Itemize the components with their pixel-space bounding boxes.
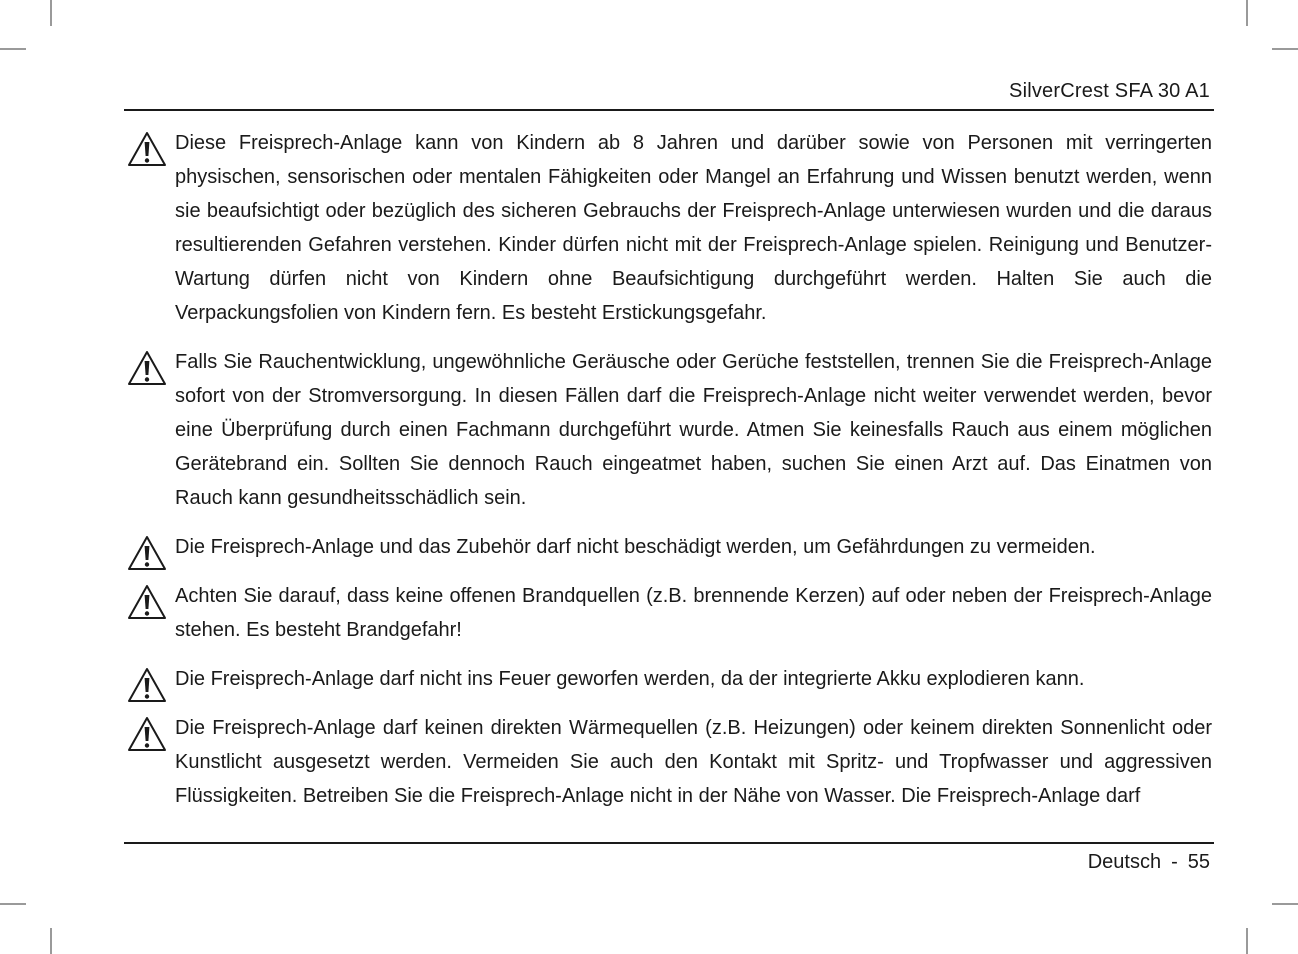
warning-triangle-icon (127, 350, 167, 386)
warning-text: Falls Sie Rauchentwicklung, ungewöhnliche Geräusche oder Gerüche feststellen, trennen Sie die Freisprech-Anlage sofort von der Stromversorgung. In diesen Fällen darf die Freisprech-Anlage nicht weiter verwendet werden, bevor eine Überprüfung durch einen Fachmann durchgeführt wurde. Atmen Sie keinesfalls Rauch aus einem möglichen Gerätebrand ein. Sollten Sie dennoch Rauch eingeatmet haben, suchen Sie einen Arzt auf. Das Einatmen von Rauch kann gesundheitsschädlich sein. (175, 351, 1212, 509)
page-footer (1088, 851, 1210, 874)
warning-triangle-icon (127, 131, 167, 167)
warning-text: Die Freisprech-Anlage darf keinen direkten Wärmequellen (z.B. Heizungen) oder keinem direkten Sonnenlicht oder Kunstlicht ausgesetzt werden. Vermeiden Sie auch den Kontakt mit Spritz- und Tropfwasser und aggressiven Flüssigkeiten. Betreiben Sie die Freisprech-Anlage nicht in der Nähe von Wasser. Die Freisprech-Anlage darf (175, 717, 1212, 807)
warning-text: Die Freisprech-Anlage und das Zubehör darf nicht beschädigt werden, um Gefährdungen zu vermeiden. (175, 536, 1096, 558)
footer-rule (124, 842, 1214, 844)
crop-mark-top-right (1246, 0, 1248, 26)
footer-language: Deutsch (1087, 851, 1162, 873)
footer-separator: - (1171, 851, 1178, 873)
warning-item (124, 711, 1212, 813)
warning-text: Diese Freisprech-Anlage kann von Kindern ab 8 Jahren und darüber sowie von Personen mit verringerten physischen, sensorischen oder mentalen Fähigkeiten oder Mangel an Erfahrung und Wissen benutzt werden, wenn sie beaufsichtigt oder bezüglich des sicheren Gebrauchs der Freisprech-Anlage unterwiesen wurden und die daraus resultierenden Gefahren verstehen. Kinder dürfen nicht mit der Freisprech-Anlage spielen. Reinigung und Benutzer-Wartung dürfen nicht von Kindern ohne Beaufsichtigung durchgeführt werden. Halten Sie auch die Verpackungsfolien von Kindern fern. Es besteht Erstickungsgefahr. (175, 132, 1212, 324)
safety-warnings (124, 126, 1212, 828)
crop-mark-top-left (50, 0, 52, 26)
warning-item (124, 579, 1212, 647)
warning-triangle-icon (127, 667, 167, 703)
header-rule (124, 109, 1214, 111)
warning-text: Achten Sie darauf, dass keine offenen Brandquellen (z.B. brennende Kerzen) auf oder neben der Freisprech-Anlage stehen. Es besteht Brandgefahr! (175, 585, 1212, 641)
crop-mark-top-right (1272, 48, 1298, 50)
page-number: 55 (1187, 851, 1210, 873)
warning-item (124, 530, 1212, 564)
crop-mark-bottom-right (1272, 903, 1298, 905)
page-header-title: SilverCrest SFA 30 A1 (1009, 80, 1210, 102)
crop-mark-top-left (0, 48, 26, 50)
crop-mark-bottom-left (50, 928, 52, 954)
warning-triangle-icon (127, 535, 167, 571)
warning-triangle-icon (127, 584, 167, 620)
warning-item (124, 126, 1212, 330)
warning-triangle-icon (127, 716, 167, 752)
warning-text: Die Freisprech-Anlage darf nicht ins Feuer geworfen werden, da der integrierte Akku explodieren kann. (175, 668, 1085, 690)
warning-item (124, 345, 1212, 515)
crop-mark-bottom-left (0, 903, 26, 905)
warning-item (124, 662, 1212, 696)
crop-mark-bottom-right (1246, 928, 1248, 954)
